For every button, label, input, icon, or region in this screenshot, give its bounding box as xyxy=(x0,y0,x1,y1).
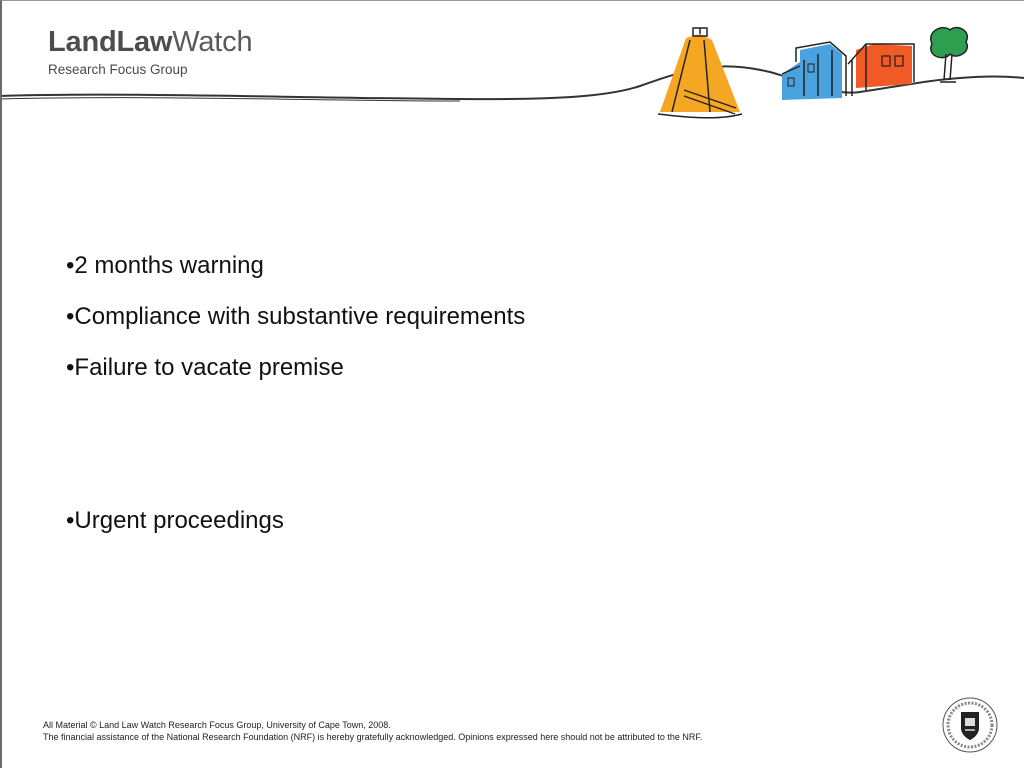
bullet-item: • Failure to vacate premise xyxy=(66,354,344,382)
logo-title-bold: LandLaw xyxy=(48,26,173,58)
bullet-item: • Urgent proceedings xyxy=(66,507,284,535)
footer-acknowledgement: The financial assistance of the National Research Foundation (NRF) is hereby gratefully acknowledged. Opinions expressed here should not be attributed to the NRF. xyxy=(43,732,703,742)
bullet-item: • Compliance with substantive requirements xyxy=(66,303,525,331)
logo-title xyxy=(48,26,252,58)
logo-title-light: Watch xyxy=(172,26,253,58)
university-seal-icon xyxy=(939,696,1001,754)
footer-copyright: All Material © Land Law Watch Research Focus Group, University of Cape Town, 2008. xyxy=(43,720,391,730)
bullet-item: • 2 months warning xyxy=(66,252,264,280)
logo xyxy=(48,26,252,77)
logo-subtitle: Research Focus Group xyxy=(48,62,188,77)
mine-headframe-icon xyxy=(658,28,742,118)
footer xyxy=(43,719,702,743)
buildings-icon xyxy=(782,42,846,100)
tree-icon xyxy=(931,28,968,82)
